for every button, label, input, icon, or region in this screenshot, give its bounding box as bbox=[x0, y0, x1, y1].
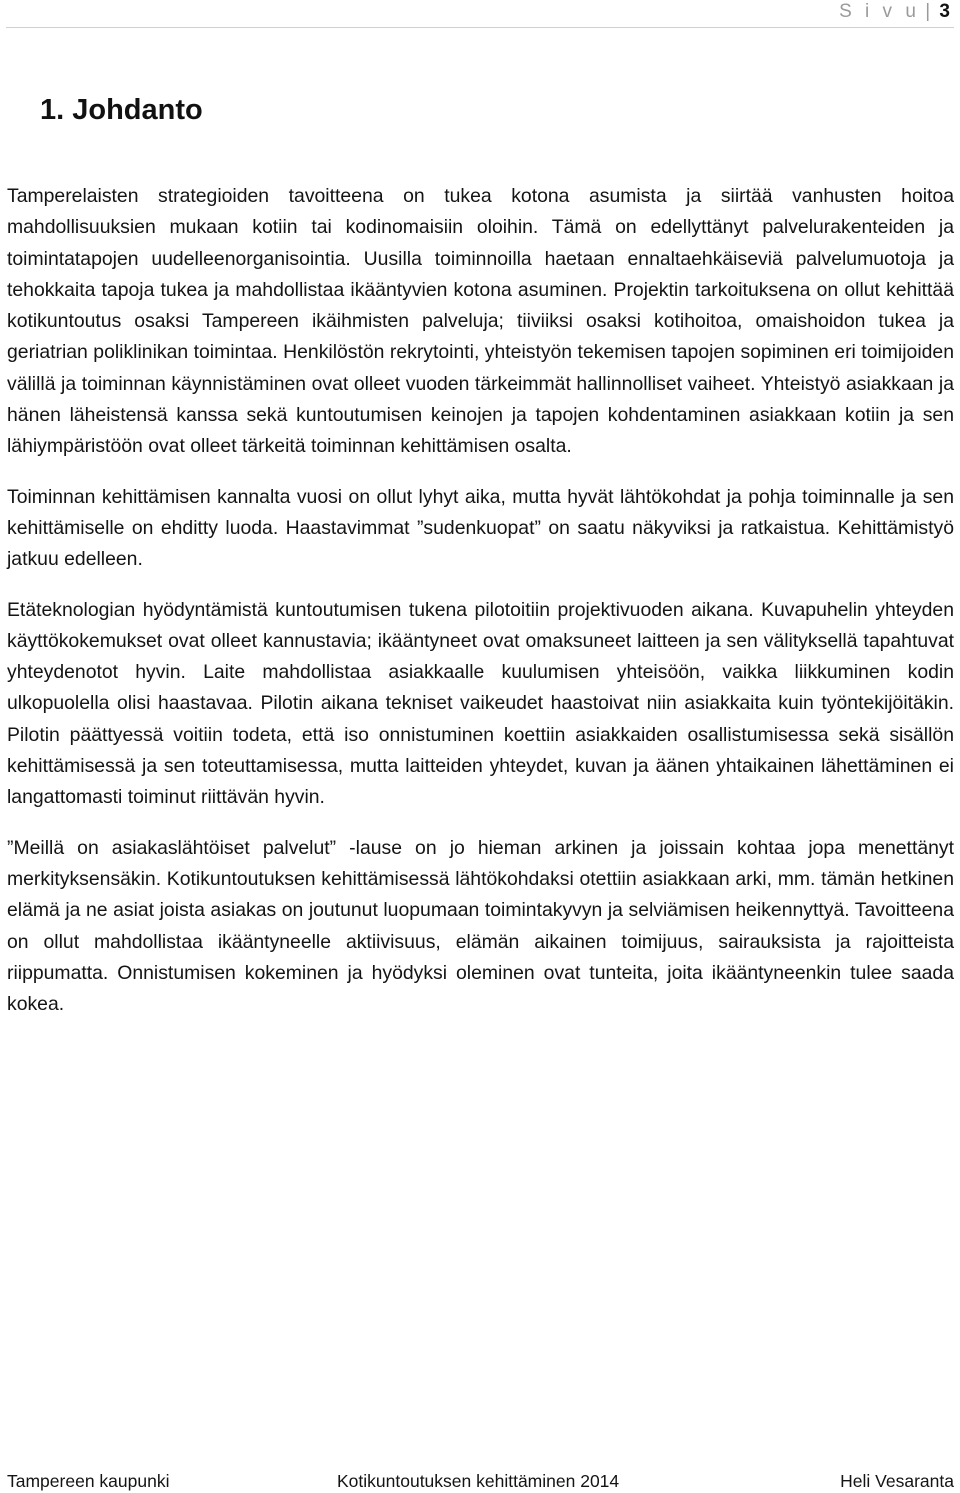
paragraph-3: Etäteknologian hyödyntämistä kuntoutumisen tukena pilotoitiin projektivuoden aikana. Kuvapuhelin yhteyden käyttökokemukset ovat olleet kannustavia; ikääntyneet ovat omaksuneet laitteen ja sen välityksellä tapahtuvat yhteydenotot hyvin. Laite mahdollistaa asiakkaalle kuulumisen yhteisöön, vaikka liikkuminen kodin ulkopuolella olisi haastavaa. Pilotin aikana tekniset vaikeudet haastoivat niin asiakkaita kuin työntekijöitäkin. Pilotin päättyessä voitiin todeta, että iso onnistuminen koettiin asiakkaiden osallistumisessa sekä sisällön kehittämisessä ja sen toteuttamisessa, mutta laitteiden yhteydet, kuvan ja äänen yhtaikainen lähettäminen ei langattomasti toiminut riittävän hyvin. bbox=[7, 598, 954, 809]
page-separator: | bbox=[925, 1, 931, 22]
page-label: S i v u bbox=[839, 1, 920, 22]
page-number: 3 bbox=[939, 1, 950, 22]
footer-author: Heli Vesaranta bbox=[840, 1471, 954, 1491]
footer-organization: Tampereen kaupunki bbox=[7, 1471, 170, 1491]
paragraph-2: Toiminnan kehittämisen kannalta vuosi on ollut lyhyt aika, mutta hyvät lähtökohdat ja pohja toiminnalle ja sen kehittämiselle on ehditty luoda. Haastavimmat ”sudenkuopat” on saatu näkyviksi ja ratkaistua. Kehittämistyö jatkuu edelleen. bbox=[7, 485, 954, 571]
section-title: 1. Johdanto bbox=[40, 94, 203, 126]
paragraph-4: ”Meillä on asiakaslähtöiset palvelut” -lause on jo hieman arkinen ja joissain kohtaa jopa menettänyt merkityksensäkin. Kotikuntoutuksen kehittämisessä lähtökohdaksi otettiin asiakkaan arki, mm. tämän hetkinen elämä ja ne asiat joista asiakas on joutunut luopumaan toimintakyvyn ja selviämisen heikennyttyä. Tavoitteena on ollut mahdollistaa ikääntyneelle aktiivisuus, elämän aikainen toimijuus, sairauksista ja rajoitteista riippumatta. Onnistumisen kokeminen ja hyödyksi oleminen ovat tunteita, joita ikääntyneenkin tulee saada kokea. bbox=[7, 836, 954, 1016]
paragraph-1: Tamperelaisten strategioiden tavoitteena on tukea kotona asumista ja siirtää vanhusten hoitoa mahdollisuuksien mukaan kotiin tai kodinomaisiin oloihin. Tämä on edellyttänyt palvelurakenteiden ja toimintatapojen uudelleenorganisointia. Uusilla toiminnoilla haetaan ennaltaehkäiseviä palvelumuotoja ja tehokkaita tapoja tukea ja mahdollistaa ikääntyvien kotona asuminen. Projektin tarkoituksena on ollut kehittää kotikuntoutus osaksi Tampereen ikäihmisten palveluja; tiiviiksi osaksi kotihoitoa, omaishoidon tukea ja geriatrian poliklinikan toimintaa. Henkilöstön rekrytointi, yhteistyön tekemisen tapojen sopiminen eri toimijoiden välillä ja toiminnan käynnistäminen ovat olleet vuoden tärkeimmät hallinnolliset vaiheet. Yhteistyö asiakkaan ja hänen läheistensä kanssa sekä kuntoutumisen keinojen ja tapojen kohdentaminen asiakkaan kotiin ja sen lähiympäristöön ovat olleet tärkeitä toiminnan kehittämisen osalta. bbox=[7, 185, 954, 458]
page-header bbox=[839, 0, 950, 24]
page-footer bbox=[7, 1469, 954, 1493]
footer-document-title: Kotikuntoutuksen kehittäminen 2014 bbox=[337, 1471, 620, 1491]
document-body bbox=[7, 181, 954, 1020]
header-divider bbox=[6, 27, 954, 28]
